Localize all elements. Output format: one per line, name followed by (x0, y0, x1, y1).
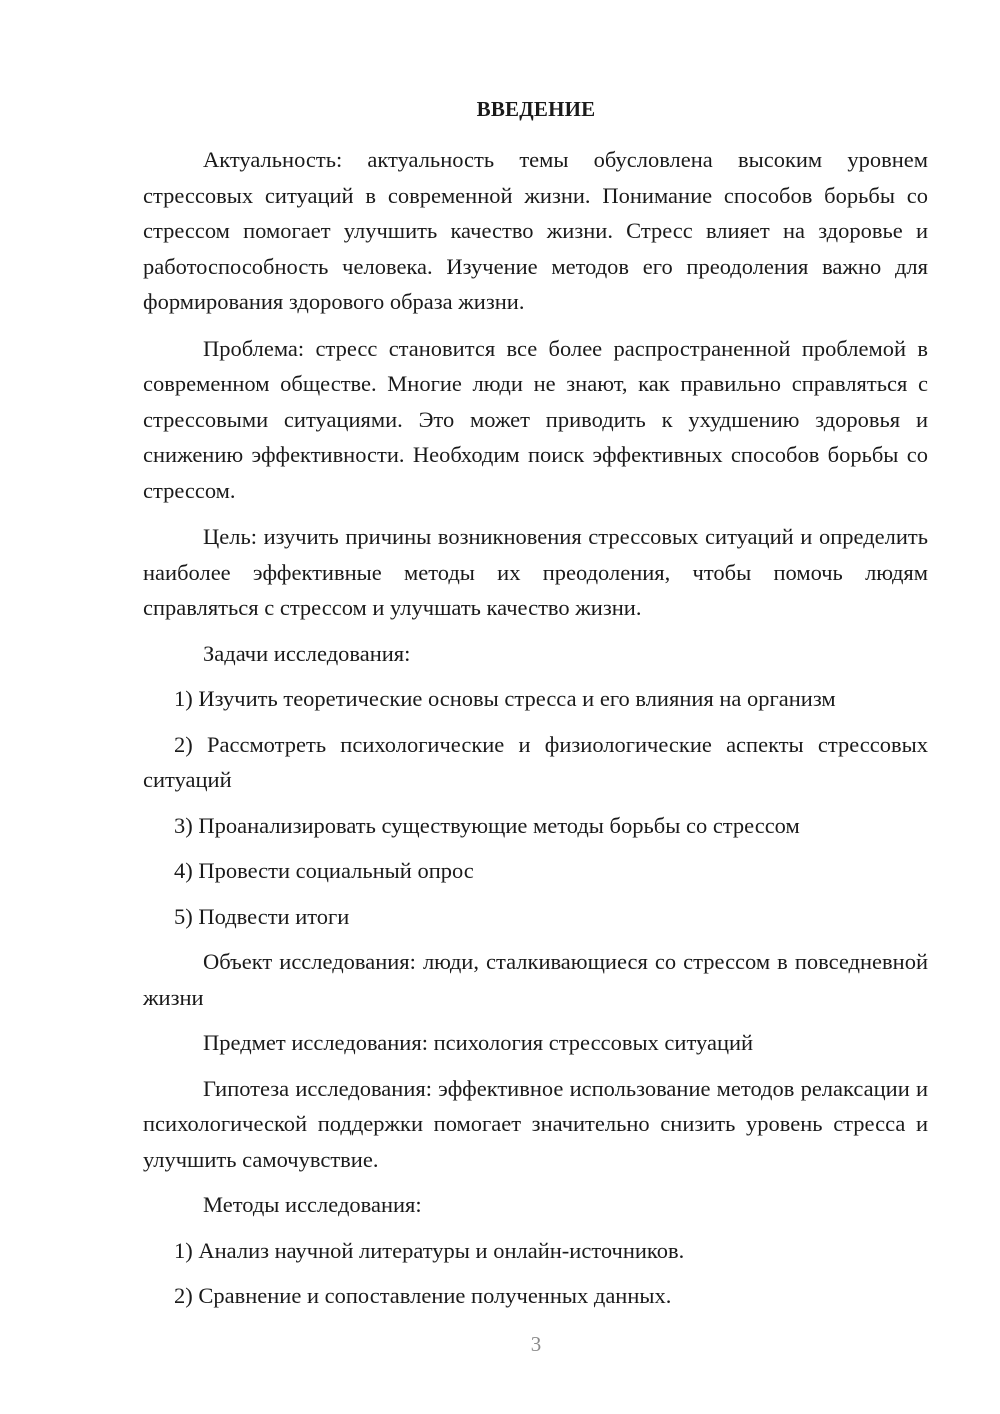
body-text (143, 142, 928, 1314)
page-number: 3 (530, 1332, 542, 1356)
paragraph-goal: Цель: изучить причины возникновения стрессовых ситуаций и определить наиболее эффективные методы их преодоления, чтобы помочь людям справляться с стрессом и улучшать качество жизни. (143, 524, 928, 620)
list-item-method-2: 2) Сравнение и сопоставление полученных данных. (174, 1283, 672, 1308)
paragraph-hypothesis: Гипотеза исследования: эффективное использование методов релаксации и психологической поддержки помогает значительно снизить уровень стресса и улучшить самочувствие. (143, 1075, 928, 1172)
paragraph-methods-title: Методы исследования: (203, 1192, 422, 1217)
paragraph-subject: Предмет исследования: психология стрессовых ситуаций (203, 1030, 754, 1055)
list-item-method-1: 1) Анализ научной литературы и онлайн-источников. (174, 1237, 685, 1263)
list-item-task-5: 5) Подвести итоги (174, 903, 350, 929)
paragraph-relevance: Актуальность: актуальность темы обусловлена высоким уровнем стрессовых ситуаций в современной жизни. Понимание способов борьбы со стрессом помогает улучшить качество жизни. Стресс влияет на здоровье и работоспособность человека. Изучение методов его преодоления важно для формирования здорового образа жизни. (143, 147, 928, 314)
list-item-task-1: 1) Изучить теоретические основы стресса и его влияния на организм (174, 686, 836, 711)
paragraph-problem: Проблема: стресс становится все более распространенной проблемой в современном обществе. Многие люди не знают, как правильно справляться с стрессовыми ситуациями. Это может приводить к ухудшению здоровья и снижению эффективности. Необходим поиск эффективных способов борьбы со стрессом. (143, 335, 928, 503)
paragraph-object: Объект исследования: люди, сталкивающиеся со стрессом в повседневной жизни (143, 949, 928, 1010)
list-item-task-3: 3) Проанализировать существующие методы борьбы со стрессом (174, 812, 800, 838)
list-item-task-4: 4) Провести социальный опрос (174, 858, 474, 883)
list-item-task-2: 2) Рассмотреть психологические и физиологические аспекты стрессовых ситуаций (143, 731, 928, 792)
paragraph-tasks-title: Задачи исследования: (203, 640, 411, 666)
section-heading: ВВЕДЕНИЕ (476, 97, 596, 121)
